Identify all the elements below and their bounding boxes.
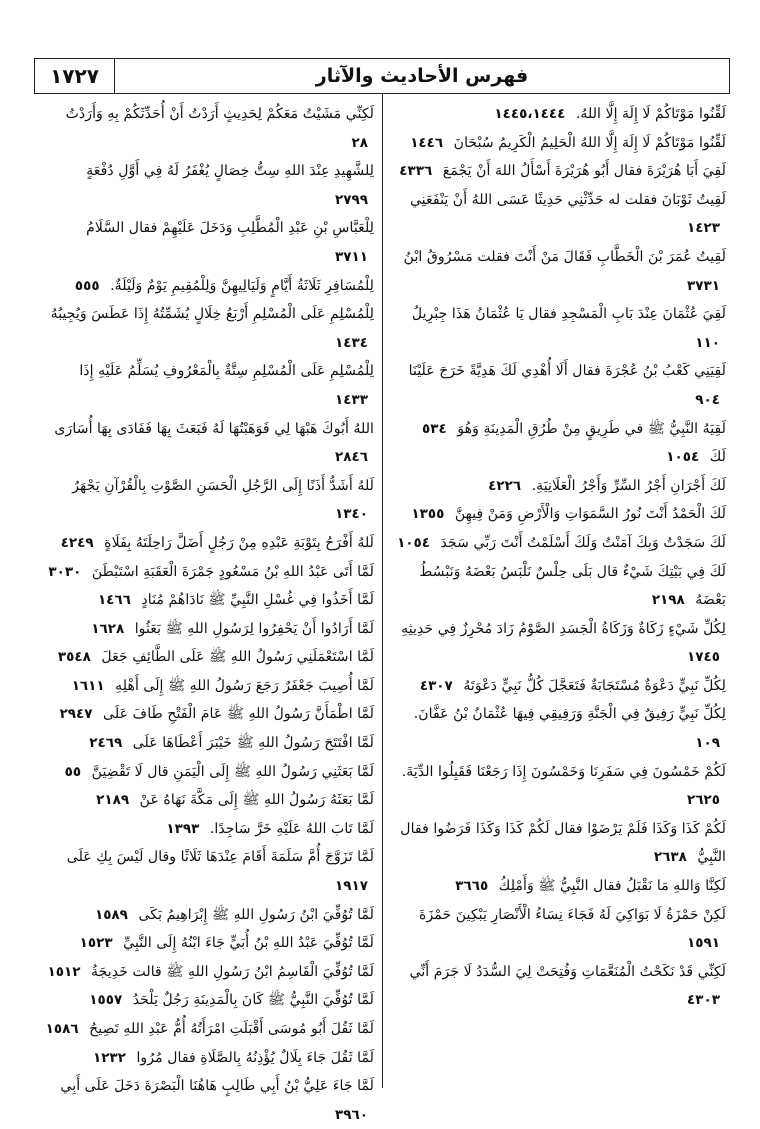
index-entry <box>44 586 374 615</box>
hadith-text: لَمَّا تَزَوَّجَ أُمَّ سَلَمَةَ أَقَامَ عِنْدَهَا ثَلَاثًا وقال لَيْسَ بِكِ عَلَى <box>66 849 374 866</box>
hadith-number: ٢٩٤٧ <box>59 706 93 723</box>
hadith-number: ٤٣٠٧ <box>419 677 453 694</box>
hadith-text: لَقِيَهُ النَّبِيُّ ﷺ في طَرِيقٍ مِنْ طُرُقِ الْمَدِينَةِ وَهُوَ <box>457 420 726 437</box>
hadith-number: ٤٣٣٦ <box>399 163 433 180</box>
hadith-text: لَمَّا أَتَى عَبْدُ اللهِ بْنُ مَسْعُودٍ جَمْرَةَ الْعَقَبَةِ اسْتَبْطَنَ <box>91 563 374 580</box>
hadith-number: ١٤٦٦ <box>97 592 131 609</box>
index-entry <box>44 958 374 987</box>
index-entry <box>44 472 374 529</box>
hadith-text: لَمَّا تُوُفِّيَ الْقَاسِمُ ابْنُ رَسُولِ اللهِ ﷺ قالت خَدِيجَةُ <box>91 963 374 980</box>
hadith-text: لَمَّا أُصِيبَ جَعْفَرٌ رَجَعَ رَسُولُ اللهِ ﷺ إِلَى أَهْلِهِ <box>115 677 374 694</box>
hadith-number: ٢٨٤٦ <box>335 449 368 466</box>
index-entry <box>44 357 374 414</box>
hadith-number: ١٤٣٤ <box>335 334 368 351</box>
hadith-number: ٢٦٢٥ <box>687 792 720 809</box>
index-entry <box>391 357 726 414</box>
index-entry <box>391 472 726 501</box>
index-entry <box>391 443 726 472</box>
index-entry <box>44 157 374 214</box>
hadith-text: لَكَ الْحَمْدُ أَنْتَ نُورُ السَّمَوَاتِ وَالْأَرْضِ وَمَنْ فِيهِنَّ <box>454 506 726 523</box>
hadith-text: لَكِنَّا وَاللهِ مَا نَقْبَلُ فقال النَّبِيُّ ﷺ وَأَمْلِكُ <box>498 878 726 895</box>
hadith-text: اللهُ أَبُوكَ هَبْهَا لِي فَوَهَبْتُهَا لَهُ فَبَعَثَ بِهَا فَفَادَى بِهَا أُسَارَى <box>54 420 374 437</box>
hadith-text: لَكَ <box>709 449 726 466</box>
index-entry <box>391 129 726 158</box>
hadith-number: ٢٧٩٩ <box>335 191 368 208</box>
hadith-number: ٤٢٢٦ <box>488 477 522 494</box>
index-entry <box>44 558 374 587</box>
hadith-text: لَمَّا اطْمَأَنَّ رَسُولُ اللهِ ﷺ عَامَ الْفَتْحِ طَافَ عَلَى <box>103 706 374 723</box>
index-entry <box>391 500 726 529</box>
hadith-number: ١٠٥٤ <box>666 449 700 466</box>
hadith-text: لَكِنِّي مَشَيْتُ مَعَكُمْ لِحَدِيثٍ أَرَدْتُ أَنْ أُحَدِّثَكُمْ بِهِ وَأَرَدْتُ <box>65 106 374 122</box>
index-entry <box>391 758 726 815</box>
hadith-number: ١٤٤٥،١٤٤٤ <box>494 106 566 122</box>
index-entry <box>44 672 374 701</box>
hadith-text: لَكُمْ كَذَا وَكَذَا فَلَمْ يَرْضَوْا فقال لَكُمْ كَذَا وَكَذَا فَرَضُوا فقال النَّبِيُّ <box>400 820 726 866</box>
index-entry <box>44 643 374 672</box>
hadith-number: ٣٠٣٠ <box>48 563 82 580</box>
hadith-text: لِلشَّهِيدِ عِنْدَ اللهِ سِتُّ خِصَالٍ يُغْفَرُ لَهُ فِي أَوَّلِ دُفْعَةٍ <box>86 163 374 180</box>
hadith-text: لَكِنْ حَمْزَةُ لَا بَوَاكِيَ لَهُ فَجَاءَ نِسَاءُ الْأَنْصَارِ يَبْكِينَ حَمْزَةَ <box>419 906 726 923</box>
index-entry <box>44 700 374 729</box>
hadith-number: ٢١٩٨ <box>651 592 685 609</box>
hadith-text: لَقِيتُ عُمَرَ بْنَ الْخَطَّابِ فَقَالَ مَنْ أَنْتَ فقلت مَسْرُوقُ ابْنُ <box>403 248 726 265</box>
right-column <box>382 94 730 1088</box>
left-column <box>34 94 382 1123</box>
hadith-text: لَمَّا ثَقُلَ جَاءَ بِلَالٌ يُؤْذِنُهُ بِالصَّلَاةِ فقال مُرُوا <box>136 1049 374 1066</box>
index-entry <box>44 529 374 558</box>
index-entry <box>44 843 374 900</box>
hadith-number: ١٥٩١ <box>687 935 720 952</box>
index-entry <box>391 186 726 243</box>
hadith-number: ١٥١٢ <box>47 963 81 980</box>
index-entry <box>44 786 374 815</box>
index-entry <box>44 758 374 787</box>
hadith-text: لَمَّا ثَقُلَ أَبُو مُوسَى أَقْبَلَتِ امْرَأَتُهُ أُمُّ عَبْدِ اللهِ تَصِيحُ <box>89 1021 374 1037</box>
hadith-text: لَقِيَ أَبَا هُرَيْرَةَ فقال أَبُو هُرَيْرَةَ أَسْأَلُ اللهَ أَنْ يَجْمَعَ <box>442 163 726 180</box>
hadith-text: لَلهُ أَفْرَحُ بِتَوْبَةِ عَبْدِهِ مِنْ رَجُلٍ أَضَلَّ رَاحِلَتَهُ بِفَلَاةٍ <box>104 534 374 551</box>
hadith-number: ٢١٨٩ <box>96 792 130 809</box>
index-entry <box>44 901 374 930</box>
hadith-text: لَمَّا أَرَادُوا أَنْ يَحْفِرُوا لِرَسُولِ اللهِ ﷺ بَعَثُوا <box>134 620 374 637</box>
hadith-text: لِلْمُسْلِمِ عَلَى الْمُسْلِمِ سِتَّةٌ بِالْمَعْرُوفِ يُسَلِّمُ عَلَيْهِ إِذَا <box>79 363 374 380</box>
index-entry <box>44 100 374 157</box>
hadith-number: ١٥٢٣ <box>79 935 113 952</box>
index-columns <box>34 94 730 1123</box>
hadith-number: ٤٢٤٩ <box>60 534 94 551</box>
hadith-number: ٣٦٦٥ <box>455 878 489 895</box>
index-entry <box>44 300 374 357</box>
hadith-text: لَكَ أَجْرَانِ أَجْرُ السِّرِّ وَأَجْرُ الْعَلَانِيَةِ. <box>531 477 726 494</box>
hadith-number: ١٩١٧ <box>335 878 368 895</box>
index-entry <box>44 729 374 758</box>
index-entry <box>391 901 726 958</box>
index-entry <box>391 615 726 672</box>
index-entry <box>44 986 374 1015</box>
hadith-number: ٢٤٦٩ <box>89 735 123 752</box>
hadith-text: لَمَّا تَابَ اللهُ عَلَيْهِ خَرَّ سَاجِدًا. <box>209 820 374 837</box>
hadith-text: لَقِيَنِي كَعْبُ بْنُ عُجْرَةَ فقال أَلَا أُهْدِي لَكَ هَدِيَّةً خَرَجَ عَلَيْنَا <box>408 363 726 380</box>
hadith-number: ١٣٤٠ <box>335 506 368 523</box>
hadith-text: لَقِيَ عُثْمَانَ عِنْدَ بَابِ الْمَسْجِدِ فقال يَا عُثْمَانُ هَذَا جِبْرِيلُ <box>411 306 726 323</box>
index-entry <box>391 243 726 300</box>
hadith-number: ١٦١١ <box>71 677 105 694</box>
hadith-text: لِلْمُسْلِمِ عَلَى الْمُسْلِمِ أَرْبَعُ خِلَالٍ يُشَمِّتُهُ إِذَا عَطَسَ وَيُجِيبُهُ <box>50 306 374 323</box>
hadith-text: لَمَّا بَعَثَهُ رَسُولُ اللهِ ﷺ إِلَى مَكَّةَ نَهَاهُ عَنْ <box>139 792 374 809</box>
index-entry <box>391 100 726 129</box>
index-entry <box>391 700 726 757</box>
index-entry <box>391 872 726 901</box>
hadith-number: ٥٣٤ <box>422 420 447 437</box>
index-entry <box>391 300 726 357</box>
hadith-number: ١٤٤٦ <box>410 134 444 151</box>
hadith-text: لَقِّنُوا مَوْتَاكُمْ لَا إِلَهَ إِلَّا اللهُ. <box>575 106 726 122</box>
index-entry <box>44 214 374 271</box>
index-entry <box>44 1015 374 1044</box>
index-entry <box>44 1072 374 1129</box>
hadith-text: لِلْمُسَافِرِ ثَلَاثَةُ أَيَّامٍ وَلَيَالِيهِنَّ وَلِلْمُقِيمِ يَوْمٌ وَلَيْلَةٌ. <box>110 277 374 294</box>
index-entry <box>44 415 374 472</box>
index-entry <box>44 1044 374 1073</box>
hadith-number: ٣٧١١ <box>335 248 368 265</box>
hadith-text: لِكُلِّ نَبِيٍّ رَفِيقٌ فِي الْجَنَّةِ وَرَفِيقِي فِيهَا عُثْمَانُ بْنُ عَفَّانَ. <box>413 706 726 723</box>
hadith-text: لَمَّا افْتَتَحَ رَسُولُ اللهِ ﷺ خَيْبَرَ أَعْطَاهَا عَلَى <box>132 735 374 752</box>
hadith-text: لَقِيتُ ثَوْبَانَ فقلت له حَدِّثْنِي حَدِيثًا عَسَى اللهُ أَنْ يَنْفَعَنِي <box>409 191 726 208</box>
hadith-text: لِلْعَبَّاسِ بْنِ عَبْدِ الْمُطَّلِبِ وَدَخَلَ عَلَيْهِمْ فقال السَّلَامُ <box>86 220 374 237</box>
hadith-number: ١٢٣٢ <box>92 1049 126 1066</box>
hadith-text: لَلهُ أَشَدُّ أَذَنًا إِلَى الرَّجُلِ الْحَسَنِ الصَّوْتِ بِالْقُرْآنِ يَجْهَرُ <box>72 477 374 494</box>
index-entry <box>44 615 374 644</box>
page-title: فهرس الأحاديث والآثار <box>315 65 529 87</box>
hadith-text: لَقِّنُوا مَوْتَاكُمْ لَا إِلَهَ إِلَّا اللهُ الْحَلِيمُ الْكَرِيمُ سُبْحَانَ <box>453 134 726 151</box>
hadith-number: ٤٣٠٣ <box>687 992 720 1009</box>
hadith-text: لَمَّا بَعَثَنِي رَسُولُ اللهِ ﷺ إِلَى الْيَمَنِ قال لَا تَقْضِيَنَّ <box>91 763 374 780</box>
hadith-number: ١٤٢٣ <box>687 220 720 237</box>
hadith-number: ٣٥٤٨ <box>57 649 91 666</box>
hadith-text: لَمَّا اسْتَعْمَلَنِي رَسُولُ اللهِ ﷺ عَلَى الطَّائِفِ جَعَلَ <box>101 649 374 666</box>
hadith-number: ٢٦٣٨ <box>653 849 687 866</box>
hadith-number: ٩٠٤ <box>695 391 720 408</box>
hadith-number: ١٤٣٣ <box>335 391 368 408</box>
hadith-text: لَكَ فِي بَيْتِكَ شَيْءٌ قال بَلَى حِلْسٌ نَلْبَسُ بَعْضَهُ وَنَبْسُطُ بَعْضَهُ <box>419 563 726 609</box>
hadith-text: لِكُلِّ نَبِيٍّ دَعْوَةٌ مُسْتَجَابَةٌ فَتَعَجَّلَ كُلُّ نَبِيٍّ دَعْوَتَهُ <box>463 677 726 694</box>
hadith-number: ١٠٥٤ <box>397 534 431 551</box>
page-number: ١٧٢٧ <box>35 59 115 93</box>
hadith-text: لَمَّا تُوُفِّيَ ابْنُ رَسُولِ اللهِ ﷺ إِبْرَاهِيمُ بَكَى <box>138 906 374 923</box>
index-entry <box>391 958 726 1015</box>
index-entry <box>44 815 374 844</box>
index-entry <box>391 415 726 444</box>
hadith-text: لَكِنِّي قَدْ نَكَحْتُ الْمُنَعَّمَاتِ وَفُتِحَتْ لِيَ السُّدَدُ لَا جَرَمَ أَنِّي <box>409 963 726 980</box>
hadith-text: لَمَّا أَخَذُوا فِي غُسْلِ النَّبِيِّ ﷺ نَادَاهُمْ مُنَادٍ <box>141 592 374 609</box>
hadith-number: ١١٠ <box>695 334 720 351</box>
index-entry <box>391 672 726 701</box>
index-entry <box>44 272 374 301</box>
hadith-number: ٣٩٦٠ <box>335 1106 368 1123</box>
hadith-number: ١٣٩٣ <box>166 820 200 837</box>
hadith-number: ٥٥٥ <box>74 277 100 294</box>
hadith-number: ١٥٥٧ <box>89 992 123 1009</box>
index-entry <box>391 815 726 872</box>
hadith-number: ١٧٤٥ <box>687 649 720 666</box>
hadith-text: لَمَّا جَاءَ عَلِيُّ بْنُ أَبِي طَالِبٍ هَاهُنَا الْبَصْرَةَ دَخَلَ عَلَى أَبِي <box>60 1078 374 1095</box>
index-entry <box>391 558 726 615</box>
hadith-number: ٣٧٣١ <box>687 277 720 294</box>
hadith-number: ٥٥ <box>64 763 82 780</box>
document-page <box>34 58 730 1123</box>
hadith-number: ١٥٨٦ <box>45 1021 79 1037</box>
hadith-number: ٢٨ <box>351 134 368 151</box>
index-entry <box>391 529 726 558</box>
hadith-text: لَكَ سَجَدْتُ وَبِكَ آمَنْتُ وَلَكَ أَسْلَمْتُ أَنْتَ رَبِّي سَجَدَ <box>440 534 726 551</box>
hadith-text: لَمَّا تُوُفِّيَ عَبْدُ اللهِ بْنُ أُبَيٍّ جَاءَ ابْنُهُ إِلَى النَّبِيِّ <box>123 935 374 952</box>
page-header <box>34 58 730 94</box>
index-entry <box>391 157 726 186</box>
index-entry <box>44 929 374 958</box>
hadith-number: ١٦٢٨ <box>91 620 125 637</box>
hadith-number: ١٠٩ <box>695 735 720 752</box>
hadith-text: لَكُمْ خَمْسُونَ فِي سَفَرِنَا وَخَمْسُونَ إِذَا رَجَعْنَا فَقَبِلُوا الدِّيَةَ. <box>401 763 726 780</box>
hadith-number: ١٥٨٩ <box>94 906 128 923</box>
hadith-text: لَمَّا تُوُفِّيَ النَّبِيُّ ﷺ كَانَ بِالْمَدِينَةِ رَجُلٌ يَلْحَدُ <box>132 992 374 1009</box>
hadith-number: ١٣٥٥ <box>411 506 445 523</box>
hadith-text: لِكُلِّ شَيْءٍ زَكَاةٌ وَزَكَاةُ الْجَسَدِ الصَّوْمُ زَادَ مُحْرِزٌ فِي حَدِيثِهِ <box>401 620 726 637</box>
